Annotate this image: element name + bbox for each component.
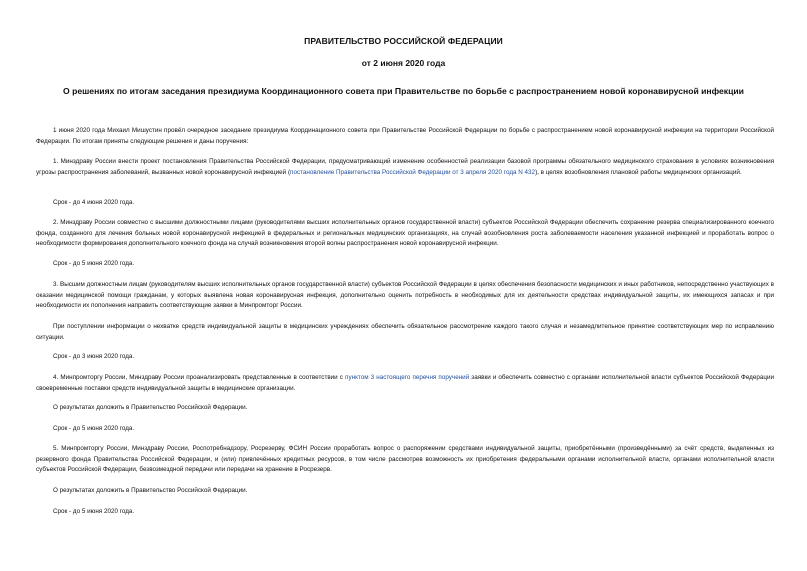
item-1-text: 1. Минздраву России внести проект постановления Правительства Российской Федерации, предусматривающий изменение особенностей реализации базовой программы обязательного медицинского страхования в условиях возникновения угрозы распространения заболеваний, вызванных новой коронавирусной инфекцией (: [36, 158, 774, 176]
intro-paragraph: 1 июня 2020 года Михаил Мишустин провёл очередное заседание президиума Координационного совета при Правительстве Российской Федерации по борьбе с распространением новой коронавирусной инфекции на территории Российской Федерации. По итогам приняты следующие решения и даны поручения:: [36, 127, 774, 145]
deadline-4: Срок - до 5 июня 2020 года.: [53, 425, 135, 432]
item-3-note-paragraph: При поступлении информации о нехватке средств индивидуальной защиты в медицинских учреждениях обеспечить обязательное рассмотрение каждого такого случая и незамедлительное принятие соответствующих мер по исправлению ситуации.: [36, 323, 774, 341]
item-1-paragraph: [36, 157, 774, 178]
item-4-text: 4. Минпромторгу России, Минздраву России проанализировать представленные в соответствии с: [53, 374, 346, 381]
item-5-paragraph: 5. Минпромторгу России, Минздраву России, Роспотребнадзору, Росрезерву, ФСИН России проработать вопрос о распоряжении средствами индивидуальной защиты, приобретёнными (произведёнными) за счёт средств, выделенных из резервного фонда Правительства Российской Федерации, и (или) привлечённых кредитных ресурсов, в том числе рассмотрев возможность их приобретения федеральными органами исполнительной власти, органами исполнительной власти субъектов Российской Федерации, безвозмездной передачи или передачи на хранение в Росрезерв.: [36, 445, 774, 474]
government-heading: ПРАВИТЕЛЬСТВО РОССИЙСКОЙ ФЕДЕРАЦИИ: [304, 36, 503, 46]
item-1-text-end: ), в целях возобновления плановой работы медицинских организаций.: [535, 168, 742, 176]
item-3-paragraph: 3. Высшим должностным лицам (руководителям высших исполнительных органов государственной власти) субъектов Российской Федерации в целях обеспечения безопасности медицинских и иных работников, непосредственно участвующих в оказании медицинской помощи гражданам, у которых выявлена новая коронавирусная инфекция, дополнительно оценить потребность в необходимых для их деятельности средствах индивидуальной защиты, их имеющихся запасах и при необходимости их пополнения направить соответствующие заявки в Минпромторг России.: [36, 281, 774, 310]
report-instruction-5: О результатах доложить в Правительство Российской Федерации.: [53, 487, 248, 494]
document-title: О решениях по итогам заседания президиума Координационного совета при Правительстве по борьбе с распространением новой коронавирусной инфекции: [63, 86, 744, 96]
deadline-5: Срок - до 5 июня 2020 года.: [53, 508, 135, 515]
report-instruction-4: О результатах доложить в Правительство Российской Федерации.: [53, 404, 248, 411]
deadline-1: Срок - до 4 июня 2020 года.: [53, 199, 135, 206]
item-4-text-end: заявки и обеспечить совместно с органами исполнительной власти субъектов Российской Федерации своевременные поставки средств индивидуальной защиты в медицинские организации.: [36, 374, 775, 392]
deadline-2: Срок - до 5 июня 2020 года.: [53, 260, 135, 267]
item-4-paragraph: [36, 373, 774, 394]
item-2-paragraph: 2. Минздраву России совместно с высшими должностными лицами (руководителями высших исполнительных органов государственной власти) субъектов Российской Федерации обеспечить сохранение резерва специализированного коечного фонда, созданного для лечения больных новой коронавирусной инфекцией в федеральных и региональных медицинских организациях, на случай возобновления роста заболеваемости населения указанной инфекцией и проработать вопрос о необходимости формирования дополнительного коечного фонда на случай возникновения второй волны распространения новой коронавирусной инфекции.: [36, 219, 774, 248]
decree-432-link[interactable]: постановление Правительства Российской Федерации от 3 апреля 2020 года N 432: [290, 168, 536, 176]
deadline-3: Срок - до 3 июня 2020 года.: [53, 353, 135, 360]
document-date: от 2 июня 2020 года: [361, 58, 446, 68]
item-3-reference-link[interactable]: пунктом 3 настоящего перечня поручений: [345, 374, 470, 381]
